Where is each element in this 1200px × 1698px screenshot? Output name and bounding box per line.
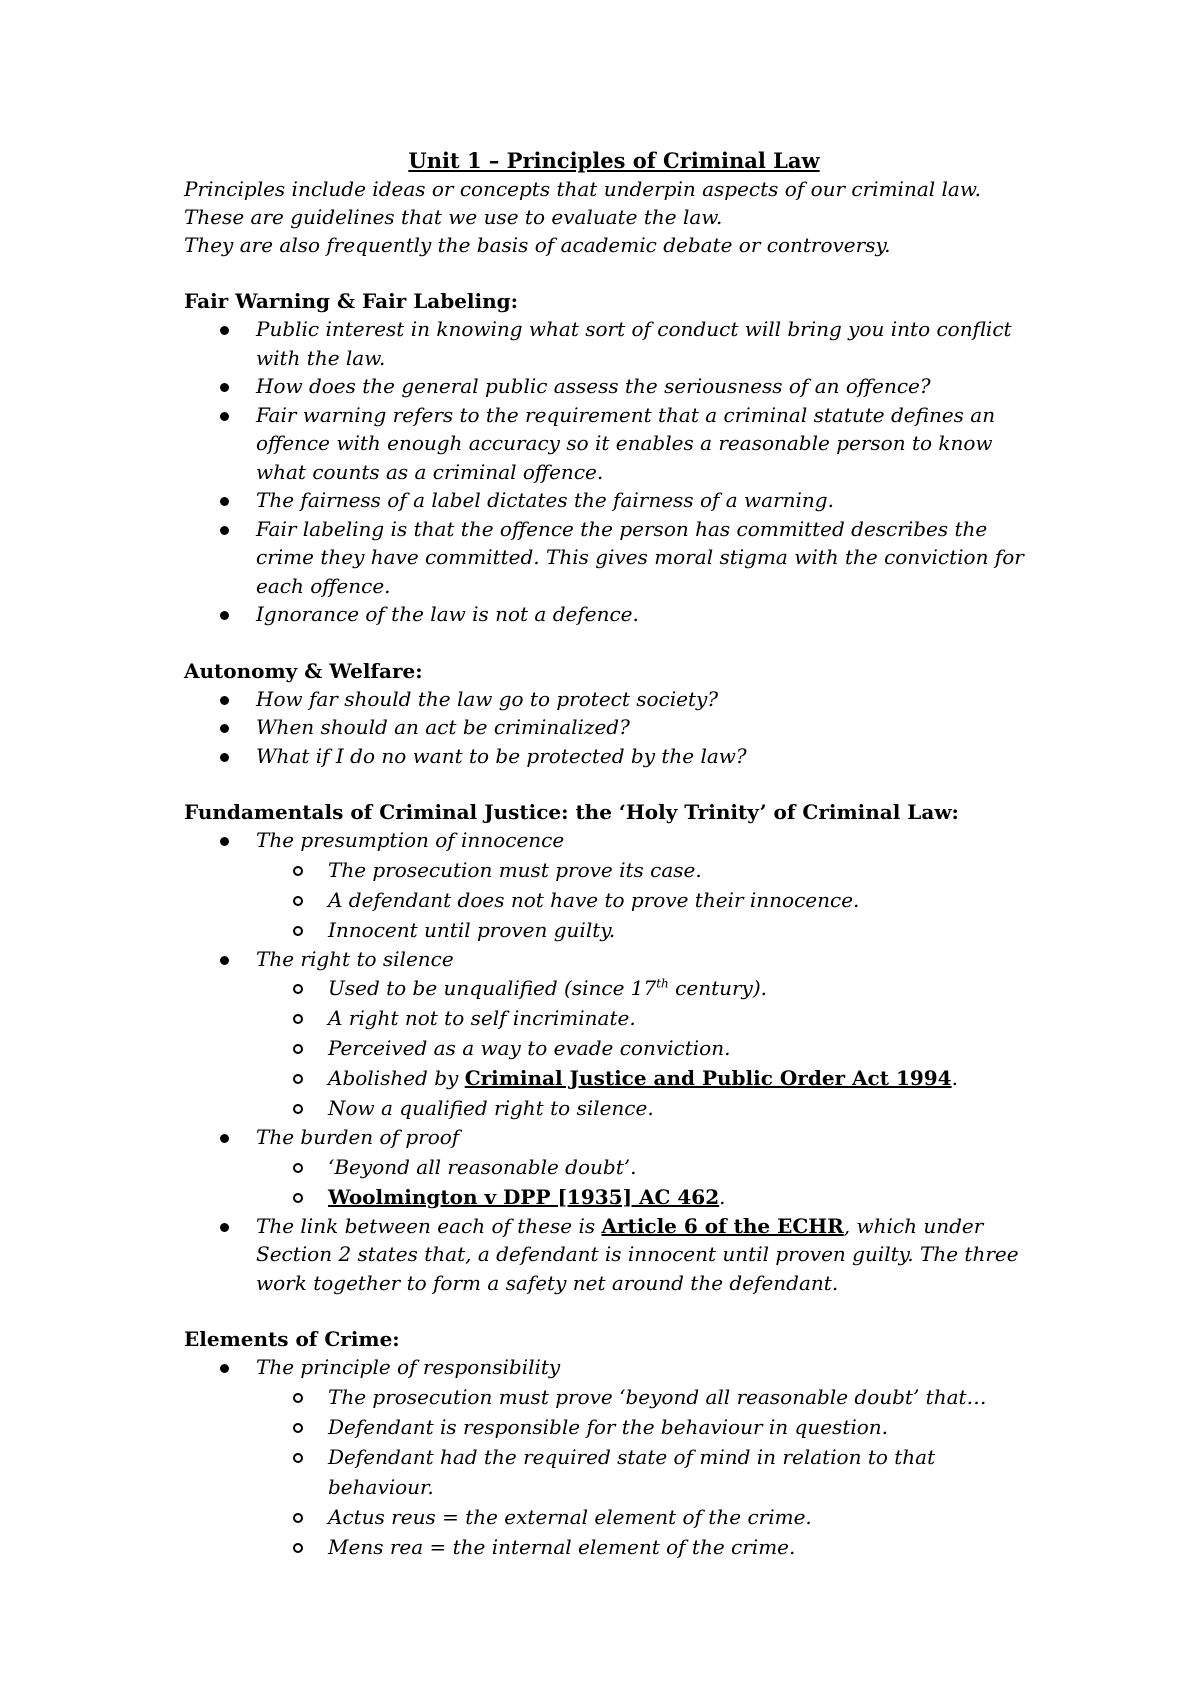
- bullet-icon: [220, 956, 229, 965]
- sub-item-text: Defendant is responsible for the behaviour in question.: [328, 1414, 889, 1439]
- list-item: [184, 1353, 1044, 1562]
- sub-list-item: [184, 1003, 1044, 1033]
- list-item-text: Fair labeling is that the offence the person has committed describes the crime they have committed. This gives moral stigma with the conviction for each offence.: [256, 516, 1024, 598]
- section-fundamentals: [184, 798, 1044, 1297]
- bullet-list: [184, 315, 1044, 629]
- sub-list-item: [184, 1182, 1044, 1212]
- section-heading: Autonomy & Welfare:: [184, 658, 423, 683]
- list-item: [184, 315, 1044, 372]
- sub-list: [256, 1152, 1044, 1212]
- intro-line: These are guidelines that we use to evaluate the law.: [184, 205, 723, 229]
- list-item-text: Public interest in knowing what sort of conduct will bring you into conflict with the law.: [256, 317, 1012, 370]
- sub-item-text: A defendant does not have to prove their innocence.: [328, 887, 860, 912]
- sub-list-item: [184, 1532, 1044, 1562]
- hollow-bullet-icon: [293, 1074, 303, 1084]
- list-item-text: The link between each of these is: [256, 1213, 602, 1238]
- bullet-icon: [220, 326, 229, 335]
- hollow-bullet-icon: [293, 1393, 303, 1403]
- bullet-icon: [220, 526, 229, 535]
- bullet-icon: [220, 753, 229, 762]
- sub-list-item: [184, 855, 1044, 885]
- hollow-bullet-icon: [293, 1104, 303, 1114]
- hollow-bullet-icon: [293, 926, 303, 936]
- bullet-icon: [220, 837, 229, 846]
- sub-item-text: Mens rea = the internal element of the crime.: [328, 1534, 796, 1559]
- list-item-text: The principle of responsibility: [256, 1355, 561, 1379]
- list-item: [184, 1123, 1044, 1212]
- list-item-text: Fair warning refers to the requirement that a criminal statute defines an offence with enough accuracy so it enables a reasonable person to know what counts as a criminal offence.: [256, 402, 996, 484]
- bullet-icon: [220, 497, 229, 506]
- sub-item-text: Used to be unqualified (since 17: [328, 976, 657, 1000]
- bullet-icon: [220, 412, 229, 421]
- document-page: [184, 147, 1044, 1562]
- hollow-bullet-icon: [293, 1423, 303, 1433]
- list-item: [184, 486, 1044, 515]
- sub-list-item: [184, 1093, 1044, 1123]
- sub-item-text: century).: [668, 976, 768, 1000]
- bullet-list: [184, 1353, 1044, 1562]
- list-item-text: The presumption of innocence: [256, 828, 565, 852]
- sub-item-text: Defendant had the required state of mind in relation to that behaviour.: [328, 1444, 936, 1499]
- intro-line: They are also frequently the basis of academic debate or controversy.: [184, 233, 891, 257]
- page-title: Unit 1 – Principles of Criminal Law: [408, 148, 820, 173]
- list-item-text: The fairness of a label dictates the fairness of a warning.: [256, 488, 834, 512]
- sub-item-text: A right not to self incriminate.: [328, 1006, 636, 1030]
- list-item: [184, 713, 1044, 742]
- section-fair-warning: [184, 287, 1044, 629]
- hollow-bullet-icon: [293, 984, 303, 994]
- sub-list: [256, 973, 1044, 1123]
- hollow-bullet-icon: [293, 896, 303, 906]
- list-item-text: The right to silence: [256, 946, 454, 971]
- sub-item-text: .: [719, 1184, 726, 1209]
- section-elements-of-crime: [184, 1325, 1044, 1562]
- sub-list-item: [184, 1412, 1044, 1442]
- section-heading: Fundamentals of Criminal Justice: the ‘Holy Trinity’ of Criminal Law:: [184, 800, 959, 824]
- case-reference: Woolmington v DPP [1935] AC 462: [328, 1184, 720, 1209]
- sub-item-text: The prosecution must prove ‘beyond all reasonable doubt’ that…: [328, 1384, 987, 1409]
- hollow-bullet-icon: [293, 866, 303, 876]
- bullet-icon: [220, 724, 229, 733]
- hollow-bullet-icon: [293, 1014, 303, 1024]
- intro-line: Principles include ideas or concepts that underpin aspects of our criminal law.: [184, 177, 981, 201]
- list-item: [184, 742, 1044, 771]
- statute-reference: Article 6 of the ECHR: [601, 1213, 844, 1238]
- list-item: [184, 600, 1044, 629]
- sub-item-text: Now a qualified right to silence.: [328, 1096, 654, 1120]
- sub-list-item: [184, 915, 1044, 945]
- superscript: th: [656, 976, 669, 991]
- sub-item-text: Abolished by: [328, 1066, 465, 1090]
- hollow-bullet-icon: [293, 1513, 303, 1523]
- bullet-icon: [220, 1223, 229, 1232]
- hollow-bullet-icon: [293, 1044, 303, 1054]
- list-item: [184, 515, 1044, 601]
- sub-item-text: ‘Beyond all reasonable doubt’.: [328, 1154, 637, 1179]
- sub-list-item: [184, 1502, 1044, 1532]
- sub-list: [256, 1382, 1044, 1562]
- list-item: [184, 372, 1044, 401]
- hollow-bullet-icon: [293, 1163, 303, 1173]
- section-autonomy-welfare: [184, 657, 1044, 771]
- list-item: [184, 685, 1044, 714]
- sub-list-item: [184, 1033, 1044, 1063]
- bullet-icon: [220, 1364, 229, 1373]
- bullet-icon: [220, 696, 229, 705]
- sub-list: [256, 855, 1044, 945]
- sub-list-item: [184, 1442, 1044, 1502]
- sub-list-item: [184, 1152, 1044, 1182]
- sub-item-text: Perceived as a way to evade conviction.: [328, 1036, 731, 1060]
- list-item-text: When should an act be criminalized?: [256, 715, 630, 739]
- section-heading: Elements of Crime:: [184, 1327, 400, 1351]
- hollow-bullet-icon: [293, 1453, 303, 1463]
- list-item: [184, 826, 1044, 945]
- sub-item-text: .: [951, 1066, 958, 1090]
- sub-list-item: [184, 885, 1044, 915]
- list-item-text: What if I do no want to be protected by the law?: [256, 743, 747, 768]
- hollow-bullet-icon: [293, 1193, 303, 1203]
- hollow-bullet-icon: [293, 1543, 303, 1553]
- list-item-text: How far should the law go to protect society?: [256, 686, 719, 711]
- list-item: [184, 401, 1044, 487]
- bullet-list: [184, 826, 1044, 1297]
- sub-list-item: [184, 973, 1044, 1003]
- sub-list-item: [184, 1382, 1044, 1412]
- list-item-text: The burden of proof: [256, 1125, 460, 1149]
- list-item-text: How does the general public assess the seriousness of an offence?: [256, 374, 931, 398]
- list-item-text: Ignorance of the law is not a defence.: [256, 602, 639, 626]
- list-item-text: , which under Section 2 states that, a defendant is innocent until proven guilty. The three work together to form a safety net around the defendant.: [256, 1213, 1019, 1295]
- bullet-icon: [220, 611, 229, 620]
- statute-reference: Criminal Justice and Public Order Act 1994: [464, 1066, 952, 1090]
- sub-item-text: Actus reus = the external element of the crime.: [328, 1504, 812, 1529]
- list-item: [184, 945, 1044, 1124]
- bullet-icon: [220, 1134, 229, 1143]
- sub-item-text: The prosecution must prove its case.: [328, 857, 702, 882]
- bullet-list: [184, 685, 1044, 771]
- section-heading: Fair Warning & Fair Labeling:: [184, 289, 519, 313]
- sub-list-item: [184, 1063, 1044, 1093]
- sub-item-text: Innocent until proven guilty.: [328, 917, 616, 942]
- bullet-icon: [220, 383, 229, 392]
- list-item: [184, 1212, 1044, 1298]
